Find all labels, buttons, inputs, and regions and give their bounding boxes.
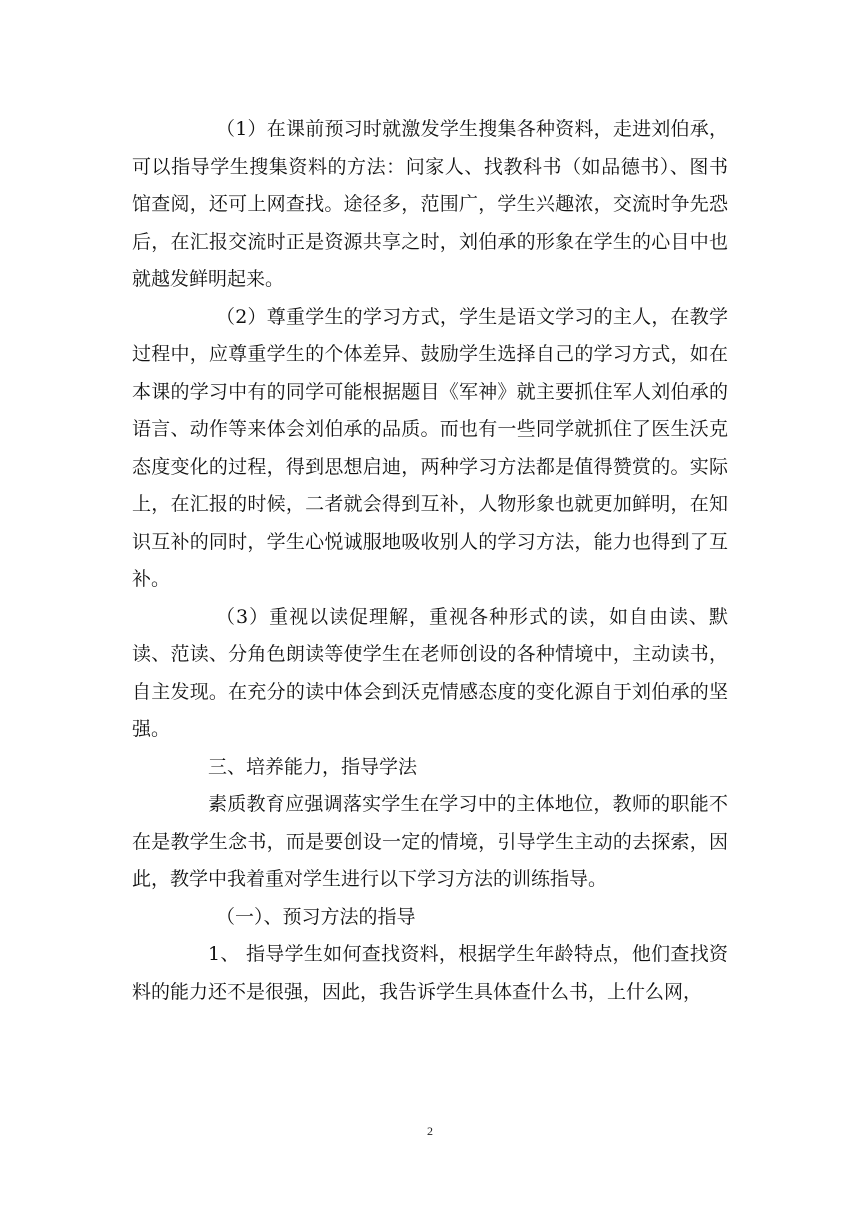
paragraph-finding-materials: 1、 指导学生如何查找资料，根据学生年龄特点，他们查找资料的能力还不是很强，因此，我告诉学生具体查什么书，上什么网， <box>132 943 728 1003</box>
document-body <box>132 111 728 1011</box>
paragraph-prep-materials: （1）在课前预习时就激发学生搜集各种资料，走进刘伯承，可以指导学生搜集资料的方法：问家人、找教科书（如品德书）、图书馆查阅，还可上网查找。途径多，范围广，学生兴趣浓，交流时争先恐后，在汇报交流时正是资源共享之时，刘伯承的形象在学生的心目中也就越发鲜明起来。 <box>132 118 728 290</box>
paragraph-reading: （3）重视以读促理解，重视各种形式的读，如自由读、默读、范读、分角色朗读等使学生在老师创设的各种情境中，主动读书，自主发现。在充分的读中体会到沃克情感态度的变化源自于刘伯承的坚强。 <box>132 605 728 740</box>
page-number: 2 <box>427 1124 433 1138</box>
paragraph-quality-education: 素质教育应强调落实学生在学习中的主体地位，教师的职能不在是教学生念书，而是要创设一定的情境，引导学生主动的去探索，因此，教学中我着重对学生进行以下学习方法的训练指导。 <box>132 793 728 890</box>
section-heading-abilities: 三、培养能力，指导学法 <box>208 755 418 778</box>
paragraph-learning-styles: （2）尊重学生的学习方式，学生是语文学习的主人，在教学过程中，应尊重学生的个体差异、鼓励学生选择自己的学习方式，如在本课的学习中有的同学可能根据题目《军神》就主要抓住军人刘伯承的语言、动作等来体会刘伯承的品质。而也有一些同学就抓住了医生沃克态度变化的过程，得到思想启迪，两种学习方法都是值得赞赏的。实际上，在汇报的时候，二者就会得到互补，人物形象也就更加鲜明，在知识互补的同时，学生心悦诚服地吸收别人的学习方法，能力也得到了互补。 <box>132 305 728 590</box>
subheading-preview-methods: （一）、预习方法的指导 <box>216 905 416 928</box>
